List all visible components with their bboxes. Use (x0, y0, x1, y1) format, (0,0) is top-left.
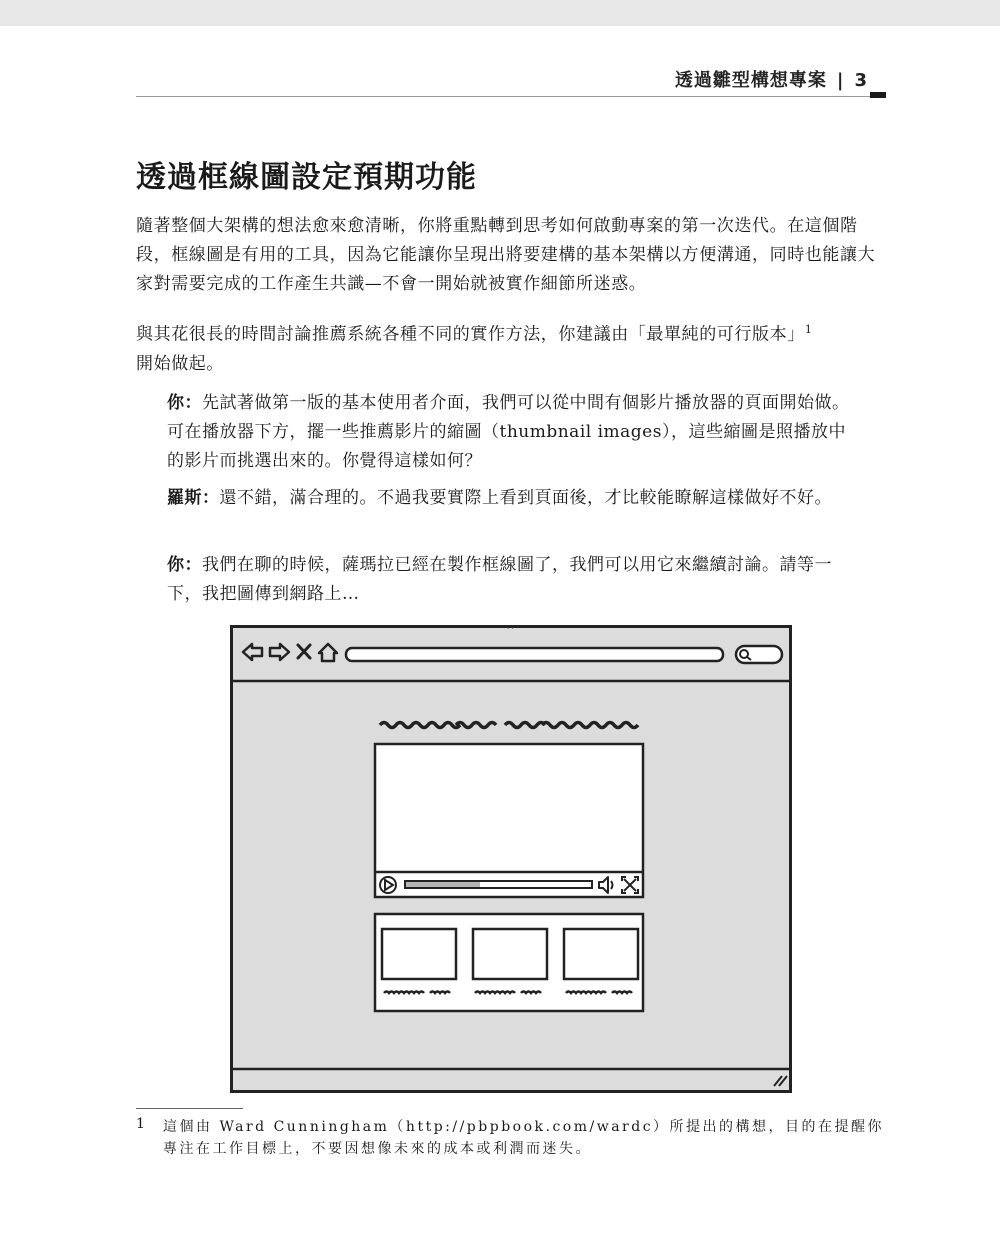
speaker-you: 你： (167, 393, 202, 413)
video-thumbnail[interactable] (473, 929, 547, 979)
title-tick: `` (506, 628, 515, 638)
running-head (675, 66, 868, 92)
thumbnail-caption-scribble (384, 992, 450, 994)
speaker-ross: 羅斯： (167, 488, 220, 508)
header-separator: | (836, 70, 845, 91)
dialogue-text: 還不錯，滿合理的。不過我要實際上看到頁面後，才比較能瞭解這樣做好不好。 (219, 488, 832, 508)
footnote-number: 1 (136, 1116, 145, 1132)
chapter-title: 透過雛型構想專案 (674, 70, 827, 91)
footnote-rule (136, 1108, 243, 1109)
dialogue-ross (167, 484, 857, 513)
top-band (0, 0, 1000, 26)
dialogue-text: 我們在聊的時候，薩瑪拉已經在製作框線圖了，我們可以用它來繼續討論。請等一下，我把圖傳到網路上… (167, 555, 832, 604)
footnote-ref[interactable]: 1 (804, 323, 813, 336)
page-number: 3 (854, 70, 868, 91)
speaker-you: 你： (167, 555, 202, 575)
header-rule (136, 96, 886, 97)
video-player (375, 744, 643, 897)
section-title: 透過框線圖設定預期功能 (136, 160, 477, 195)
video-thumbnail[interactable] (382, 929, 456, 979)
paragraph-2 (136, 315, 886, 379)
search-box (736, 646, 782, 663)
dialogue-you-2 (167, 551, 857, 609)
dialogue-text: 先試著做第一版的基本使用者介面，我們可以從中間有個影片播放器的頁面開始做。可在播放器下方，擺一些推薦影片的縮圖（thumbnail images），這些縮圖是照播放中的影片而挑選出來的。你覺得這樣如何？ (167, 393, 850, 471)
footnote-text: 這個由 Ward Cunningham（http://pbpbook.com/wardc）所提出的構想，目的在提醒你專注在工作目標上，不要因想像未來的成本或利潤而迷失。 (163, 1119, 885, 1157)
video-thumbnail[interactable] (564, 929, 638, 979)
progress-fill (406, 882, 480, 887)
wireframe-sketch (230, 625, 792, 1093)
address-bar (346, 648, 723, 661)
dialogue-you-1 (167, 389, 857, 476)
paragraph-2-end: 開始做起。 (136, 353, 224, 374)
paragraph-2-text: 與其花很長的時間討論推薦系統各種不同的實作方法，你建議由「最單純的可行版本」 (136, 324, 805, 345)
thumbnail-caption-scribble (475, 992, 541, 994)
paragraph-1: 隨著整個大架構的想法愈來愈清晰，你將重點轉到思考如何啟動專案的第一次迭代。在這個階段，框線圖是有用的工具，因為它能讓你呈現出將要建構的基本架構以方便溝通，同時也能讓大家對需要完成的工作產生共識—不會一開始就被實作細節所迷惑。 (136, 216, 876, 294)
header-marker (870, 92, 886, 98)
thumbnail-caption-scribble (566, 992, 632, 994)
